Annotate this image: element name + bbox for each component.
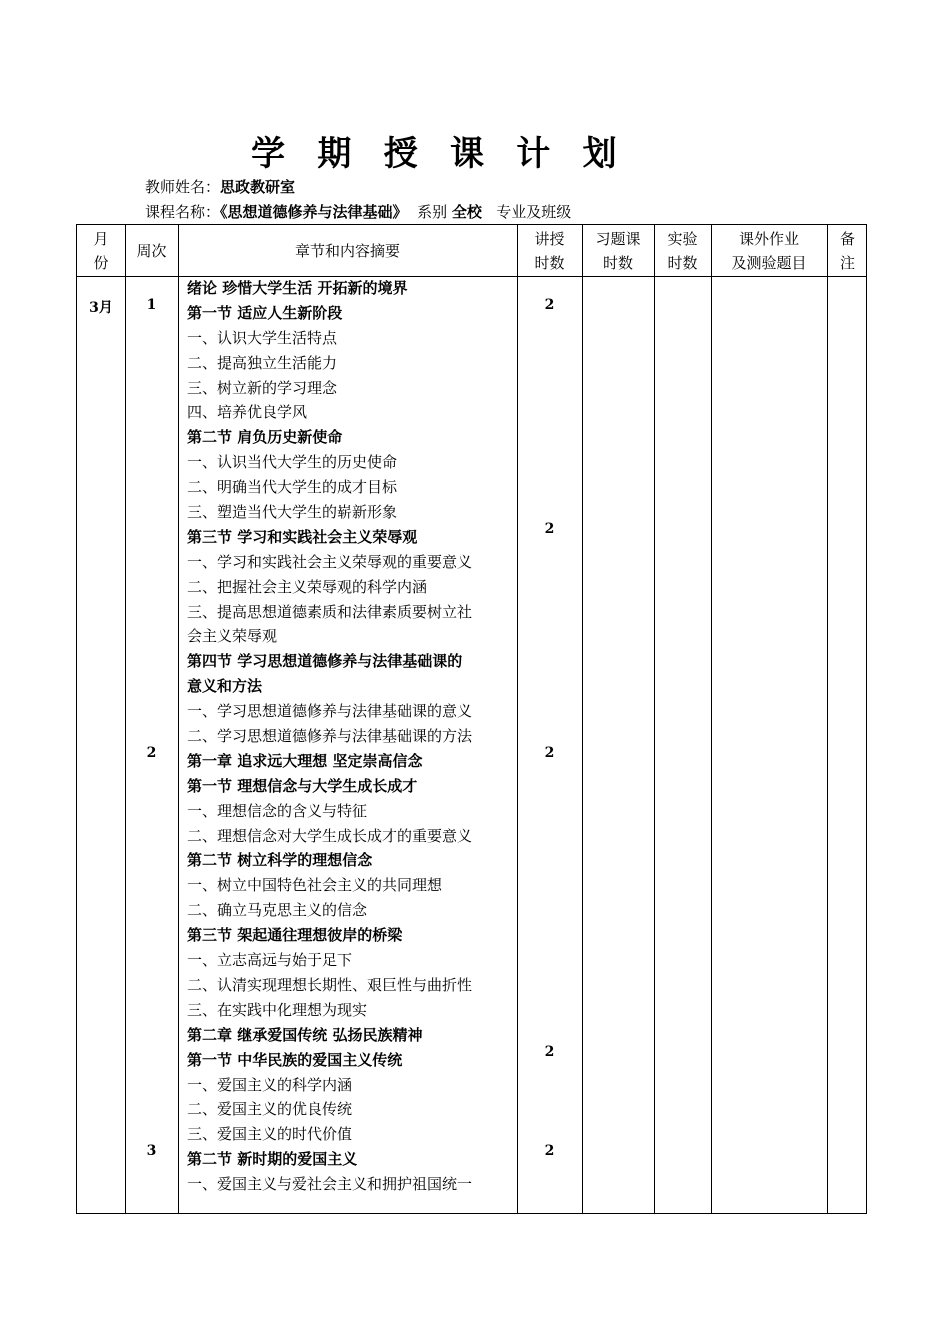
week-cell: 3 xyxy=(146,1143,157,1159)
week-cell: 1 xyxy=(146,297,157,313)
section-heading: 第二章 继承爱国传统 弘扬民族精神 xyxy=(187,1025,423,1044)
content-item: 四、培养优良学风 xyxy=(187,403,308,422)
section-heading: 第二节 新时期的爱国主义 xyxy=(187,1150,358,1169)
section-heading: 第一节 理想信念与大学生成长成才 xyxy=(187,776,418,795)
content-item: 三、塑造当代大学生的崭新形象 xyxy=(187,503,398,522)
column-divider xyxy=(582,225,583,1213)
lecture-hours-cell: 2 xyxy=(544,745,555,761)
column-divider xyxy=(178,225,179,1213)
header-remark: 备 注 xyxy=(839,229,855,272)
teacher-label: 教师姓名： xyxy=(145,178,221,196)
section-heading: 第二节 树立科学的理想信念 xyxy=(187,851,373,870)
content-item: 二、把握社会主义荣辱观的科学内涵 xyxy=(187,577,428,596)
content-item: 会主义荣辱观 xyxy=(187,627,278,646)
header-lecture-hours: 讲授 时数 xyxy=(534,229,565,272)
lecture-hours-cell: 2 xyxy=(544,521,555,537)
section-heading: 第四节 学习思想道德修养与法律基础课的 xyxy=(187,652,463,671)
content-item: 二、认清实现理想长期性、艰巨性与曲折性 xyxy=(187,975,473,994)
content-item: 二、确立马克思主义的信念 xyxy=(187,901,368,920)
content-item: 一、爱国主义的科学内涵 xyxy=(187,1075,353,1094)
course-value: 《思想道德修养与法律基础》 xyxy=(220,203,408,221)
section-heading: 意义和方法 xyxy=(187,677,263,696)
column-divider xyxy=(827,225,828,1213)
content-item: 二、提高独立生活能力 xyxy=(187,353,338,372)
content-item: 一、爱国主义与爱社会主义和拥护祖国统一 xyxy=(187,1175,473,1194)
content-item: 一、认识当代大学生的历史使命 xyxy=(187,453,398,472)
teacher-value: 思政教研室 xyxy=(220,178,296,196)
header-exercise-hours: 习题课 时数 xyxy=(595,229,641,272)
week-cell: 2 xyxy=(146,745,157,761)
content-item: 二、明确当代大学生的成才目标 xyxy=(187,478,398,497)
teacher-row xyxy=(145,177,295,197)
content-item: 二、理想信念对大学生成长成才的重要意义 xyxy=(187,826,473,845)
content-item: 三、提高思想道德素质和法律素质要树立社 xyxy=(187,602,473,621)
column-divider xyxy=(711,225,712,1213)
section-heading: 绪论 珍惜大学生活 开拓新的境界 xyxy=(187,279,408,297)
section-heading: 第一节 适应人生新阶段 xyxy=(187,303,343,322)
column-divider xyxy=(125,225,126,1213)
column-divider xyxy=(654,225,655,1213)
section-heading: 第三节 架起通往理想彼岸的桥梁 xyxy=(187,926,403,945)
content-item: 三、树立新的学习理念 xyxy=(187,378,338,397)
dept-label: 系别 xyxy=(417,203,448,221)
course-label: 课程名称： xyxy=(145,203,221,221)
content-item: 二、爱国主义的优良传统 xyxy=(187,1100,353,1119)
content-item: 一、理想信念的含义与特征 xyxy=(187,801,368,820)
dept-value: 全校 xyxy=(451,203,482,221)
content-item: 三、在实践中化理想为现实 xyxy=(187,1000,368,1019)
section-heading: 第二节 肩负历史新使命 xyxy=(187,428,343,447)
schedule-table xyxy=(76,224,867,1214)
header-homework: 课外作业 及测验题目 xyxy=(731,229,807,272)
header-month: 月 份 xyxy=(93,229,109,272)
header-lab-hours: 实验 时数 xyxy=(667,229,698,272)
section-heading: 第三节 学习和实践社会主义荣辱观 xyxy=(187,527,418,546)
lecture-hours-cell: 2 xyxy=(544,1143,555,1159)
header-week: 周次 xyxy=(136,241,167,260)
section-heading: 第一章 追求远大理想 坚定崇高信念 xyxy=(187,751,423,770)
content-item: 一、学习和实践社会主义荣辱观的重要意义 xyxy=(187,552,473,571)
lecture-hours-cell: 2 xyxy=(544,1044,555,1060)
content-item: 一、学习思想道德修养与法律基础课的意义 xyxy=(187,702,473,721)
content-column xyxy=(187,276,521,1197)
content-item: 三、爱国主义的时代价值 xyxy=(187,1125,353,1144)
lecture-hours-cell: 2 xyxy=(544,297,555,313)
course-row xyxy=(145,202,571,222)
content-item: 二、学习思想道德修养与法律基础课的方法 xyxy=(187,727,473,746)
page-title: 学期授课计划 xyxy=(251,134,649,174)
header-content: 章节和内容摘要 xyxy=(294,241,400,260)
content-item: 一、立志高远与始于足下 xyxy=(187,951,353,970)
section-heading: 第一节 中华民族的爱国主义传统 xyxy=(187,1050,403,1069)
major-label: 专业及班级 xyxy=(496,203,572,221)
month-cell: 3月 xyxy=(89,300,113,316)
content-item: 一、树立中国特色社会主义的共同理想 xyxy=(187,876,443,895)
content-item: 一、认识大学生活特点 xyxy=(187,328,338,347)
